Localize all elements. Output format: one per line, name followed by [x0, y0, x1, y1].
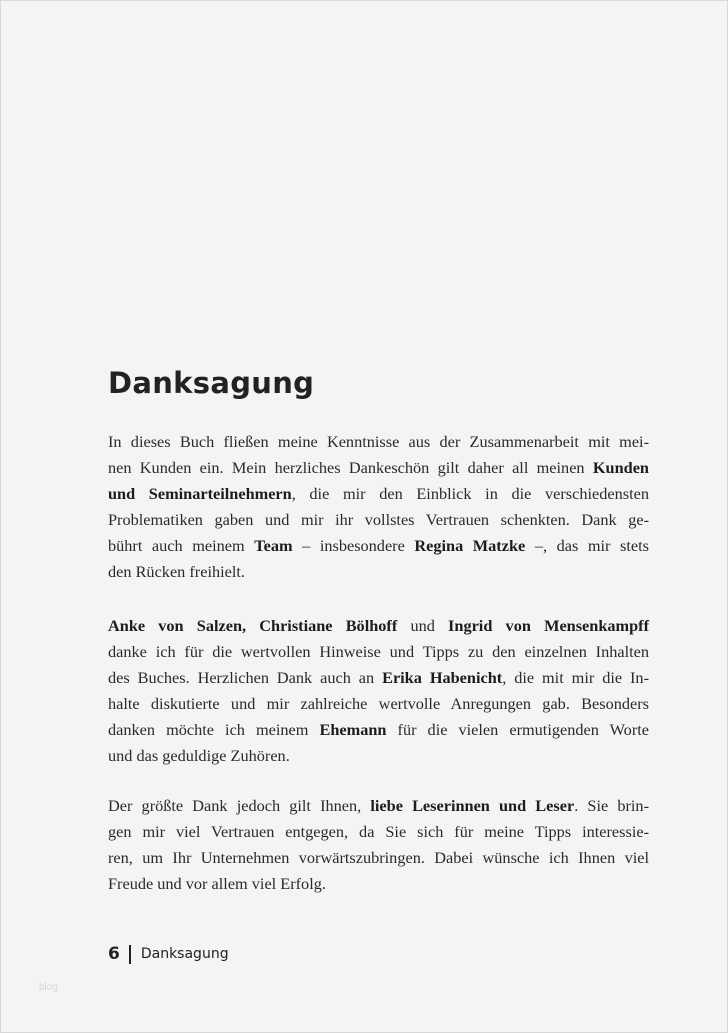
text-line	[108, 613, 649, 639]
paragraph-3	[108, 793, 649, 897]
text-segment: Freude und vor allem viel Erfolg.	[108, 874, 326, 893]
text-line	[108, 455, 649, 481]
bold-text: Ingrid von Mensenkampff	[448, 616, 649, 635]
footer-separator	[129, 945, 131, 964]
text-line	[108, 871, 649, 897]
bold-text: Regina Matzke	[414, 536, 526, 555]
watermark: blog	[39, 982, 58, 993]
text-segment: den Rücken freihielt.	[108, 562, 245, 581]
bold-text: liebe Leserinnen und Leser	[370, 796, 575, 815]
text-line	[108, 533, 649, 559]
text-line	[108, 691, 649, 717]
text-line	[108, 743, 649, 769]
bold-text: Kunden	[592, 458, 649, 477]
bold-text: Anke von Salzen, Christiane Bölhoff	[108, 616, 398, 635]
text-segment: , die mit mir die In-	[502, 668, 649, 687]
text-segment: bührt auch meinem	[108, 536, 255, 555]
bold-text: Erika Habenicht	[382, 668, 503, 687]
page-title: Danksagung	[108, 366, 315, 400]
text-segment: halte diskutierte und mir zahlreiche wertvolle Anregungen gab. Besonders	[108, 694, 649, 713]
footer-section: Danksagung	[140, 946, 229, 962]
text-segment: und das geduldige Zuhören.	[108, 746, 290, 765]
text-line	[108, 665, 649, 691]
paragraph-2	[108, 613, 649, 769]
text-segment: , die mir den Einblick in die verschiedensten	[291, 484, 649, 503]
page-number: 6	[108, 944, 120, 964]
text-line	[108, 793, 649, 819]
text-segment: des Buches. Herzlichen Dank auch an	[108, 668, 383, 687]
text-line	[108, 559, 649, 585]
text-segment: gen mir viel Vertrauen entgegen, da Sie sich für meine Tipps interessie-	[108, 822, 649, 841]
bold-text: Team	[254, 536, 293, 555]
text-segment: –, das mir stets	[525, 536, 649, 555]
text-segment: Problematiken gaben und mir ihr vollstes Vertrauen schenkten. Dank ge-	[108, 510, 649, 529]
text-segment: danken möchte ich meinem	[108, 720, 320, 739]
text-segment: ren, um Ihr Unternehmen vorwärtszubringen. Dabei wünsche ich Ihnen viel	[108, 848, 649, 867]
text-segment: nen Kunden ein. Mein herzliches Dankeschön gilt daher all meinen	[108, 458, 593, 477]
text-segment: und	[397, 616, 449, 635]
bold-text: und Seminarteilnehmern	[108, 484, 292, 503]
text-segment: für die vielen ermutigenden Worte	[386, 720, 649, 739]
bold-text: Ehemann	[319, 720, 387, 739]
text-line	[108, 507, 649, 533]
text-line	[108, 717, 649, 743]
text-line	[108, 481, 649, 507]
text-line	[108, 639, 649, 665]
text-line	[108, 845, 649, 871]
text-segment: danke ich für die wertvollen Hinweise und Tipps zu den einzelnen Inhalten	[108, 642, 649, 661]
text-segment: Der größte Dank jedoch gilt Ihnen,	[108, 796, 371, 815]
text-segment: . Sie brin-	[574, 796, 649, 815]
text-line	[108, 429, 649, 455]
text-line	[108, 819, 649, 845]
text-segment: In dieses Buch fließen meine Kenntnisse aus der Zusammenarbeit mit mei-	[108, 432, 649, 451]
text-segment: – insbesondere	[292, 536, 415, 555]
page-footer	[108, 944, 229, 964]
paragraph-1	[108, 429, 649, 585]
